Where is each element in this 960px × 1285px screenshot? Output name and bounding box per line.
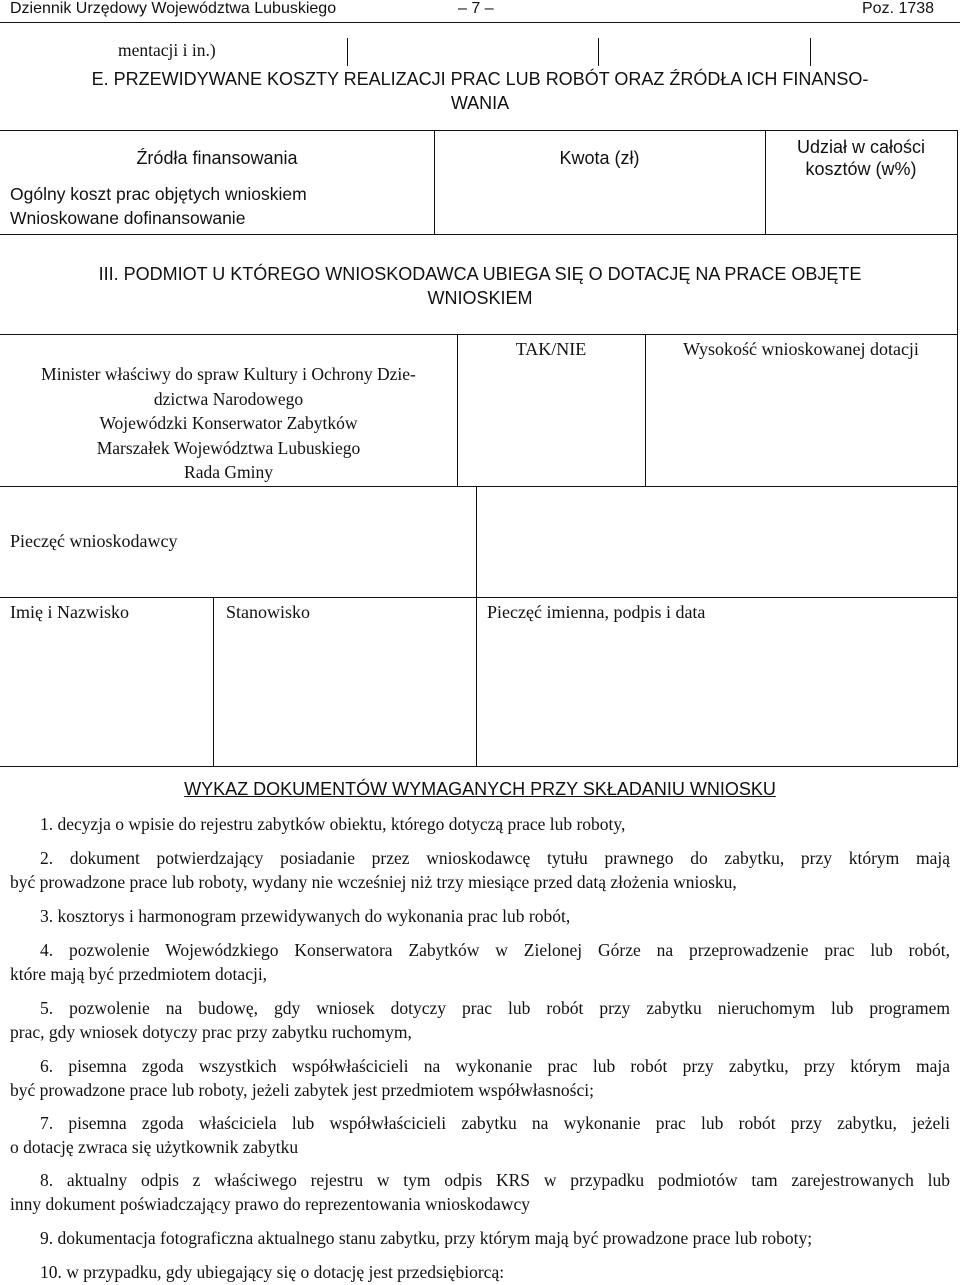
- document-item: [10, 1054, 950, 1102]
- table-line: [810, 38, 811, 66]
- table-line: [598, 38, 599, 66]
- table-line: [213, 597, 214, 766]
- document-item: [10, 846, 950, 894]
- document-item-text: które mają być przedmiotem dotacji,: [10, 964, 268, 984]
- table-line: [957, 486, 958, 766]
- table-line: [0, 234, 958, 235]
- document-item-text: 9. dokumentacja fotograficzna aktualnego stanu zabytku, przy którym mają być prowadzone prace lub roboty;: [40, 1228, 813, 1248]
- entity-line: Minister właściwy do spraw Kultury i Ochrony Dzie-: [41, 364, 416, 384]
- section-e-title-line1: E. PRZEWIDYWANE KOSZTY REALIZACJI PRAC LUB ROBÓT ORAZ ŹRÓDŁA ICH FINANSO-: [91, 69, 869, 89]
- entity-line: Marszałek Województwa Lubuskiego: [96, 437, 361, 458]
- table-line: [0, 334, 958, 335]
- document-item: [10, 1111, 950, 1159]
- document-item-text: 2. dokument potwierdzający posiadanie przez wnioskodawcę tytułu prawnego do zabytku, przy którym mają: [40, 848, 950, 868]
- col-share-line1: Udział w całości: [796, 137, 926, 157]
- col-share-line2: kosztów (w%): [805, 159, 917, 179]
- document-item-text: 7. pisemna zgoda właściciela lub współwłaścicieli zabytku na wykonanie prac lub robót przy zabytku, jeżeli: [40, 1113, 950, 1133]
- col-share-header: [765, 136, 957, 180]
- document-item-text: być prowadzone prace lub roboty, jeżeli zabytek jest przedmiotem współwłasności;: [10, 1080, 594, 1100]
- document-item: [10, 996, 950, 1044]
- table-line: [476, 597, 477, 766]
- table-line: [347, 38, 348, 66]
- document-item: [10, 904, 950, 928]
- document-item-text: 8. aktualny odpis z właściwego rejestru w tym odpis KRS w przypadku podmiotów tam zarejestrowanych lub: [40, 1170, 950, 1190]
- table-line: [957, 232, 958, 486]
- row-total-cost: Ogólny koszt prac objętych wnioskiem: [10, 184, 307, 204]
- name-label: Imię i Nazwisko: [10, 602, 129, 622]
- section-e-title-line2: WANIA: [450, 93, 510, 113]
- document-item-text: być prowadzone prace lub roboty, wydany nie wcześniej niż trzy miesiące przed datą złożenia wniosku,: [10, 872, 737, 892]
- document-item-text: 6. pisemna zgoda wszystkich współwłaścicieli na wykonanie prac lub robót przy zabytku, przy którym maja: [40, 1056, 950, 1076]
- table-line: [476, 486, 477, 597]
- section-iii-title-line2: WNIOSKIEM: [427, 288, 533, 308]
- document-item-text: 10. w przypadku, gdy ubiegający się o dotację jest przedsiębiorcą:: [40, 1262, 505, 1282]
- table-line: [0, 486, 958, 487]
- fragment-text: mentacji i in.): [118, 40, 216, 60]
- document-item-text: o dotację zwraca się użytkownik zabytku: [10, 1137, 299, 1157]
- col-yesno-header: TAK/NIE: [515, 339, 587, 359]
- col-grant-amount-header: Wysokość wnioskowanej dotacji: [683, 339, 919, 359]
- entity-line: dzictwa Narodowego: [153, 388, 304, 409]
- section-e-title: [10, 67, 950, 115]
- document-item-text: 5. pozwolenie na budowę, gdy wniosek dotyczy prac lub robót przy zabytku nieruchomym lub programem: [40, 998, 950, 1018]
- journal-title: Dziennik Urzędowy Województwa Lubuskiego: [10, 0, 337, 17]
- page-number: – 7 –: [458, 0, 494, 17]
- entity-line: Wojewódzki Konserwator Zabytków: [99, 413, 358, 433]
- position-number: Poz. 1738: [862, 0, 935, 17]
- entity-list: [0, 362, 457, 485]
- document-item-text: inny dokument poświadczający prawo do reprezentowania wnioskodawcy: [10, 1194, 530, 1214]
- document-item-text: 1. decyzja o wpisie do rejestru zabytków obiektu, którego dotyczą prace lub roboty,: [40, 814, 626, 834]
- document-item: [10, 812, 950, 836]
- document-item: [10, 1168, 950, 1216]
- table-line: [0, 766, 958, 767]
- table-line: [0, 597, 958, 598]
- row-requested-funding: Wnioskowane dofinansowanie: [10, 208, 246, 228]
- table-line: [434, 130, 435, 234]
- document-item: [10, 938, 950, 986]
- section-iii-title: [10, 262, 950, 310]
- document-item-text: 3. kosztorys i harmonogram przewidywanych do wykonania prac lub robót,: [40, 906, 571, 926]
- section-iii-title-line1: III. PODMIOT U KTÓREGO WNIOSKODAWCA UBIEGA SIĘ O DOTACJĘ NA PRACE OBJĘTE: [98, 264, 862, 284]
- entity-line: Rada Gminy: [184, 462, 273, 482]
- document-item: [10, 1226, 950, 1250]
- col-amount-header: Kwota (zł): [559, 148, 640, 168]
- table-line: [0, 130, 958, 131]
- header-rule: [0, 22, 960, 23]
- document-item: [10, 1260, 950, 1284]
- document-item-text: 4. pozwolenie Wojewódzkiego Konserwatora Zabytków w Zielonej Górze na przeprowadzenie prac lub robót,: [40, 940, 950, 960]
- documents-title: WYKAZ DOKUMENTÓW WYMAGANYCH PRZY SKŁADANIU WNIOSKU: [184, 779, 776, 799]
- stamp-label: Pieczęć wnioskodawcy: [10, 531, 178, 551]
- col-sources-header: Źródła finansowania: [136, 148, 298, 168]
- document-item-text: prac, gdy wniosek dotyczy prac przy zabytku ruchomym,: [10, 1022, 412, 1042]
- table-line: [957, 130, 958, 234]
- signature-label: Pieczęć imienna, podpis i data: [487, 602, 706, 622]
- position-label: Stanowisko: [226, 602, 311, 622]
